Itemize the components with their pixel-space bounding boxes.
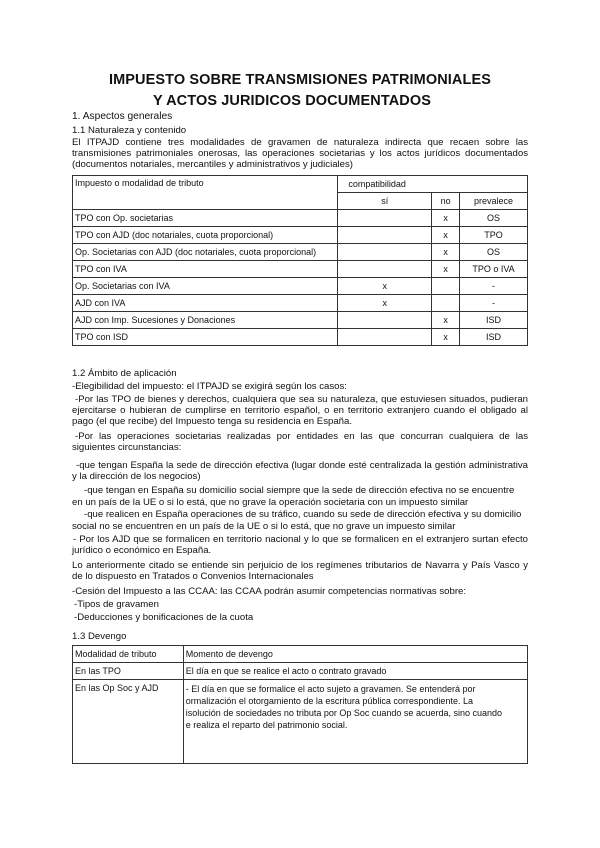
- section-heading-ambito: 1.2 Ámbito de aplicación: [72, 368, 177, 379]
- paragraph-trafico-line2: social no se encuentren en un país de la UE o si lo está, que no grave un impuesto similar: [72, 521, 456, 532]
- momento-line: ormalización el otorgamiento de la escritura pública correspondiente. La: [185, 696, 473, 706]
- paragraph-sede: -que tengan España la sede de dirección efectiva (lugar donde esté centralizada la gestión administrativa y la dirección de los negocios): [72, 460, 528, 482]
- header-modalidad: Modalidad de tributo: [73, 646, 184, 663]
- cell-tributo: TPO con ISD: [73, 329, 338, 346]
- cell-si: x: [338, 295, 432, 312]
- cell-no: [432, 295, 460, 312]
- paragraph-domicilio-line2: en un país de la UE o si lo está, que no grave la operación societaria con un impuesto similar: [72, 497, 469, 508]
- paragraph-navarra: Lo anteriormente citado se entiende sin perjuicio de los regímenes tributarios de Navarra y País Vasco y de lo dispuesto en Tratados o Convenios Internacionales: [72, 560, 528, 582]
- table-row: [73, 680, 528, 764]
- cell-modalidad: En las Op Soc y AJD: [73, 680, 184, 764]
- section-heading-naturaleza: 1.1 Naturaleza y contenido: [72, 125, 187, 136]
- paragraph-deducciones: -Deducciones y bonificaciones de la cuota: [74, 612, 254, 623]
- cell-tributo: TPO con Op. societarias: [73, 210, 338, 227]
- table-row: [73, 278, 528, 295]
- cell-prevalece: -: [460, 278, 528, 295]
- header-tributo: Impuesto o modalidad de tributo: [73, 176, 338, 210]
- header-no: no: [432, 193, 460, 210]
- momento-line: isolución de sociedades no tributa por Op Soc cuando se acuerda, sino cuando: [185, 708, 503, 718]
- paragraph-trafico-line1: -que realicen en España operaciones de su tráfico, cuando su sede de dirección efectiva y su domicilio: [84, 509, 522, 520]
- table-row: [73, 312, 528, 329]
- cell-tributo: Op. Societarias con IVA: [73, 278, 338, 295]
- cell-si: [338, 210, 432, 227]
- cell-si: [338, 329, 432, 346]
- cell-no: [432, 278, 460, 295]
- table-row: [73, 295, 528, 312]
- paragraph-elegibilidad: -Elegibilidad del impuesto: el ITPAJD se exigirá según los casos:: [72, 381, 347, 392]
- cell-prevalece: -: [460, 295, 528, 312]
- intro-paragraph: El ITPAJD contiene tres modalidades de gravamen de naturaleza indirecta que recaen sobre las transmisiones patrimoniales onerosas, las operaciones societarias y los actos jurídicos documentados (documentos notariales, mercantiles y administrativos y judiciales): [72, 137, 528, 170]
- cell-no: x: [432, 329, 460, 346]
- cell-tributo: Op. Societarias con AJD (doc notariales, cuota proporcional): [73, 244, 338, 261]
- table-row: [73, 663, 528, 680]
- cell-si: [338, 227, 432, 244]
- header-momento: Momento de devengo: [183, 646, 527, 663]
- paragraph-operaciones-societarias: -Por las operaciones societarias realizadas por entidades en las que concurran cualquiera de las siguientes circunstancias:: [72, 431, 528, 453]
- cell-prevalece: TPO o IVA: [460, 261, 528, 278]
- table-row: [73, 244, 528, 261]
- cell-si: [338, 244, 432, 261]
- section-heading-devengo: 1.3 Devengo: [72, 631, 127, 642]
- header-compatibilidad: compatibilidad: [338, 176, 528, 193]
- cell-no: x: [432, 261, 460, 278]
- compatibility-table: [72, 175, 528, 346]
- cell-tributo: TPO con AJD (doc notariales, cuota proporcional): [73, 227, 338, 244]
- paragraph-tipos: -Tipos de gravamen: [74, 599, 159, 610]
- momento-line: e realiza el reparto del patrimonio social.: [185, 720, 348, 730]
- document-title-line1: IMPUESTO SOBRE TRANSMISIONES PATRIMONIALES: [108, 72, 492, 88]
- header-si: sí: [338, 193, 432, 210]
- cell-prevalece: OS: [460, 244, 528, 261]
- cell-prevalece: TPO: [460, 227, 528, 244]
- paragraph-tpo: -Por las TPO de bienes y derechos, cualquiera que sea su naturaleza, que estuviesen situados, pudieran ejercitarse o hubieran de cumplirse en territorio español, o en territorio extranjero cuando el obligado al pago (el que recibe) del Impuesto tenga su residencia en España.: [72, 394, 528, 427]
- cell-no: x: [432, 244, 460, 261]
- cell-modalidad: En las TPO: [73, 663, 184, 680]
- cell-prevalece: OS: [460, 210, 528, 227]
- paragraph-cesion: -Cesión del Impuesto a las CCAA: las CCAA podrán asumir competencias normativas sobre:: [72, 586, 467, 597]
- cell-si: [338, 312, 432, 329]
- cell-momento: [183, 680, 527, 764]
- section-heading-aspectos: 1. Aspectos generales: [72, 111, 173, 122]
- momento-line: - El día en que se formalice el acto sujeto a gravamen. Se entenderá por: [185, 684, 476, 694]
- table-row: [73, 227, 528, 244]
- devengo-table: [72, 645, 528, 764]
- cell-prevalece: ISD: [460, 312, 528, 329]
- table-row: [73, 329, 528, 346]
- cell-no: x: [432, 210, 460, 227]
- header-prevalece: prevalece: [460, 193, 528, 210]
- document-title-line2: Y ACTOS JURIDICOS DOCUMENTADOS: [153, 93, 431, 109]
- cell-si: [338, 261, 432, 278]
- table-header-row: [73, 646, 528, 663]
- cell-tributo: TPO con IVA: [73, 261, 338, 278]
- cell-no: x: [432, 312, 460, 329]
- paragraph-domicilio-line1: -que tengan en España su domicilio social siempre que la sede de dirección efectiva no se encuentre: [84, 485, 515, 496]
- paragraph-ajd: - Por los AJD que se formalicen en territorio nacional y lo que se formalicen en el extranjero surtan efecto jurídico o económico en España.: [72, 534, 528, 556]
- cell-momento: El día en que se realice el acto o contrato gravado: [183, 663, 527, 680]
- cell-prevalece: ISD: [460, 329, 528, 346]
- cell-tributo: AJD con IVA: [73, 295, 338, 312]
- cell-no: x: [432, 227, 460, 244]
- table-row: [73, 210, 528, 227]
- table-row: [73, 261, 528, 278]
- cell-tributo: AJD con Imp. Sucesiones y Donaciones: [73, 312, 338, 329]
- cell-si: x: [338, 278, 432, 295]
- table-header-row: [73, 176, 528, 193]
